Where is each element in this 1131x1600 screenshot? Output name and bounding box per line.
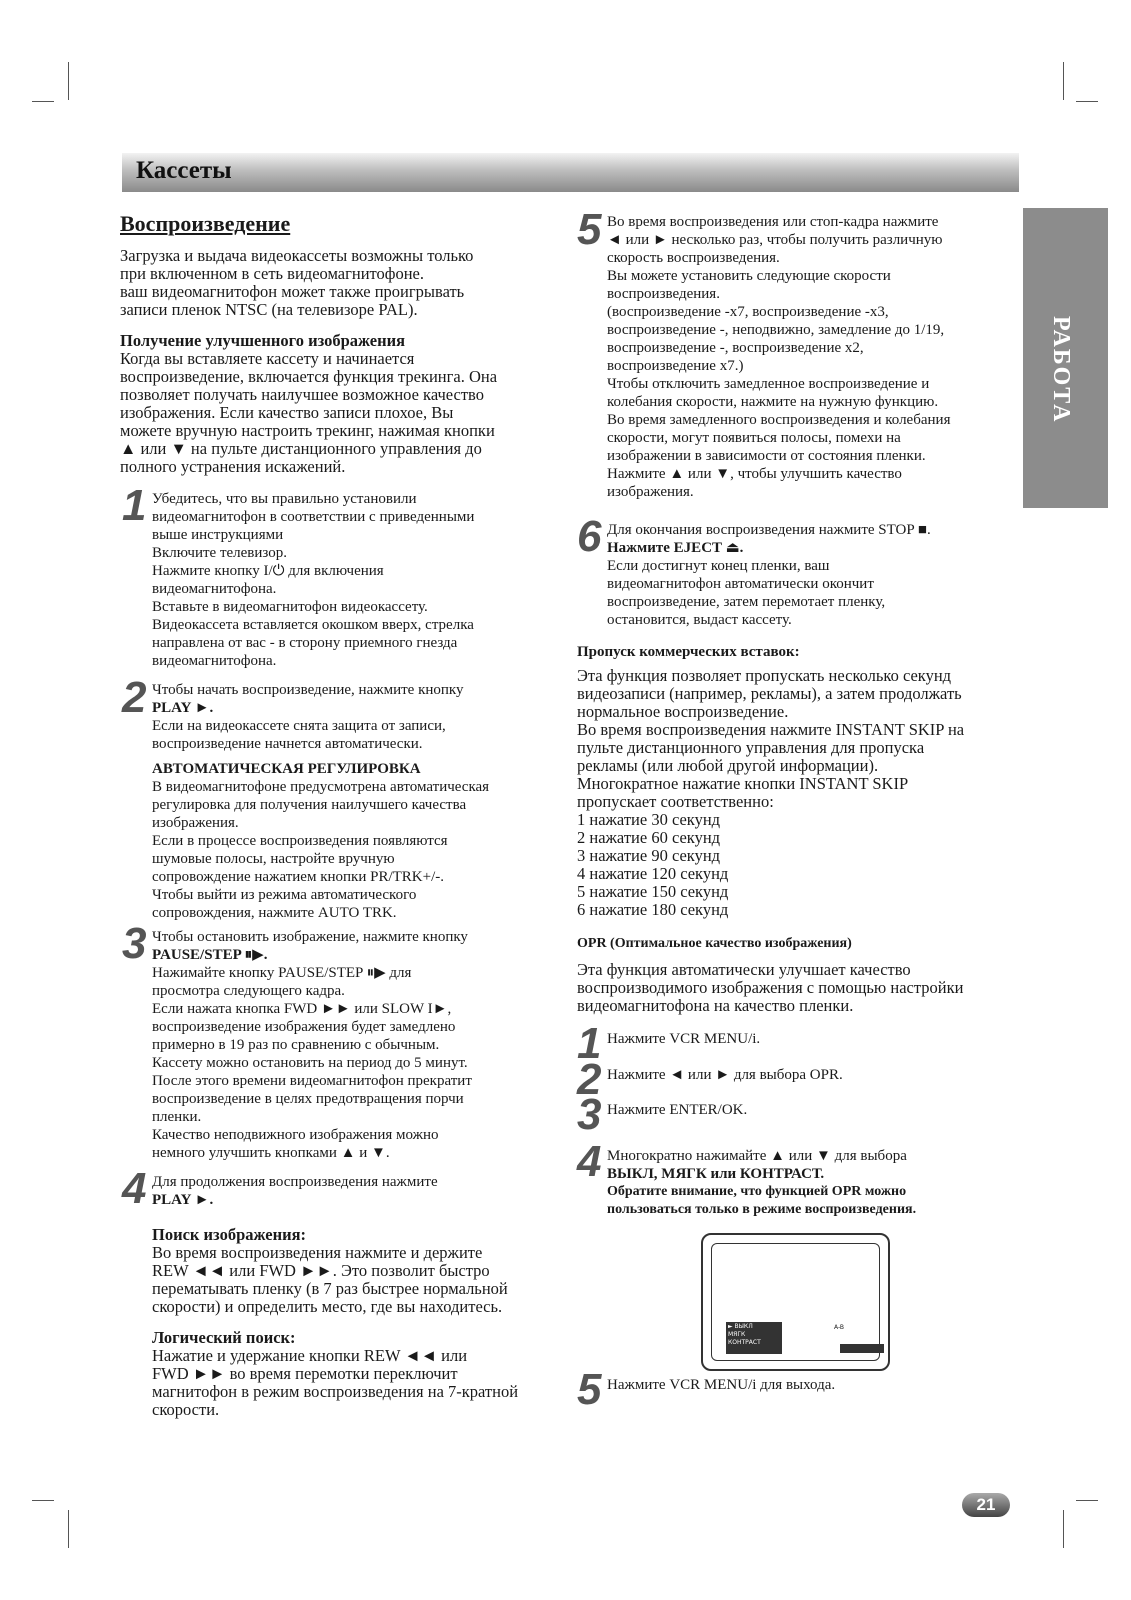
osd-opr-menu: ► ВЫКЛ МЯГК КОНТРАСТ xyxy=(726,1322,782,1354)
page-heading: Воспроизведение xyxy=(120,211,291,236)
step-number: 1 xyxy=(122,481,147,530)
logic-search-section xyxy=(152,1329,572,1419)
auto-tracking-section xyxy=(152,760,567,922)
commercial-skip-section xyxy=(577,643,1017,919)
opr-step-1: Нажмите VCR MENU/i. xyxy=(607,1031,761,1047)
opr-text: Эта функция автоматически улучшает качество воспроизводимого изображения с помощью настройки видеомагнитофона на качество пленки. xyxy=(577,960,964,1015)
auto-tracking-text: В видеомагнитофоне предусмотрена автоматическая регулировка для получения наилучшего качества изображения. Если в процессе воспроизведения появляются шумовые полосы, настройте вручную сопровождение нажатием кнопки PR/TRK+/-. Чтобы выйти из режима автоматического сопровождения, нажмите AUTO TRK. xyxy=(152,779,490,921)
picture-search-title: Поиск изображения: xyxy=(152,1225,307,1244)
opr-note: Обратите внимание, что функцией OPR можно пользоваться только в режиме воспроизведения. xyxy=(607,1184,917,1217)
crop-mark xyxy=(1063,62,1064,100)
section-title: Кассеты xyxy=(136,157,232,184)
crop-mark xyxy=(68,1510,69,1548)
step-6-text: Для окончания воспроизведения нажмите STOP ■. Нажмите EJECT ⏏. Если достигнут конец пленки, ваш видеомагнитофон автоматически окончит воспроизведение, затем перемотает пленку, остановится, выдаст кассету. xyxy=(607,522,931,628)
intro-paragraph: Загрузка и выдача видеокассеты возможны только при включенном в сеть видеомагнитофоне. ваш видеомагнитофон может также проигрывать записи пленок NTSC (на телевизоре PAL). xyxy=(120,246,474,319)
step-number: 2 xyxy=(122,673,147,722)
section-header-bar xyxy=(122,153,1019,192)
improve-text: Когда вы вставляете кассету и начинается воспроизведение, включается функция трекинга. Она позволяет получать наилучшее возможное качество изображения. Если качество записи плохое, Вы можете вручную настроить трекинг, нажимая кнопки ▲ или ▼ на пульте дистанционного управления до полного устранения искажений. xyxy=(120,349,498,476)
opr-title: OPR (Оптимальное качество изображения) xyxy=(577,936,852,951)
step-number: 5 xyxy=(577,205,602,254)
osd-status-bar xyxy=(840,1344,884,1353)
step-3-text: Чтобы остановить изображение, нажмите кнопку PAUSE/STEP ⏸▶. Нажимайте кнопку PAUSE/STEP ⏸▶ для просмотра следующего кадра. Если нажата кнопка FWD ►► или SLOW I►, воспроизведение изображения будет замедлено примерно в 19 раз по сравнению с обычным. Кассету можно остановить на период до 5 минут. После этого времени видеомагнитофон прекратит воспроизведение в целях предотвращения порчи пленки. Качество неподвижного изображения можно немного улучшить кнопками ▲ и ▼. xyxy=(152,929,472,1161)
opr-step-3: Нажмите ENTER/OK. xyxy=(607,1102,748,1118)
crop-mark xyxy=(68,62,69,100)
crop-mark xyxy=(32,101,54,102)
crop-mark xyxy=(1076,1500,1098,1501)
crop-mark xyxy=(32,1500,54,1501)
opr-step-5: Нажмите VCR MENU/i для выхода. xyxy=(607,1377,836,1393)
tv-osd-illustration xyxy=(701,1233,890,1371)
side-tab-label: РАБОТА xyxy=(1048,316,1074,424)
opr-step-4: Многократно нажимайте ▲ или ▼ для выбора ВЫКЛ, МЯГК или КОНТРАСТ. Обратите внимание, что функцией OPR можно пользоваться только в режиме воспроизведения. xyxy=(607,1147,1019,1219)
step-4-text: Для продолжения воспроизведения нажмите PLAY ►. xyxy=(152,1174,438,1208)
step-number: 3 xyxy=(122,919,147,968)
picture-search-section xyxy=(152,1226,572,1316)
auto-tracking-title: АВТОМАТИЧЕСКАЯ РЕГУЛИРОВКА xyxy=(152,761,421,777)
step-number: 4 xyxy=(577,1137,602,1186)
crop-mark xyxy=(1076,101,1098,102)
improve-title: Получение улучшенного изображения xyxy=(120,331,406,350)
logic-search-text: Нажатие и удержание кнопки REW ◄◄ или FWD ►► во время перемотки переключит магнитофон в режим воспроизведения на 7-кратной скорости. xyxy=(152,1346,519,1419)
step-number: 6 xyxy=(577,512,602,561)
picture-search-text: Во время воспроизведения нажмите и держите REW ◄◄ или FWD ►►. Это позволит быстро перематывать пленку (в 7 раз быстрее нормальной скорости) и определить место, где вы находитесь. xyxy=(152,1243,508,1316)
step-number: 2 xyxy=(577,1055,602,1104)
opr-step-2: Нажмите ◄ или ► для выбора OPR. xyxy=(607,1067,843,1083)
commercial-skip-text: Эта функция позволяет пропускать несколько секунд видеозаписи (например, рекламы), а затем продолжать нормальное воспроизведение. Во время воспроизведения нажмите INSTANT SKIP на пульте дистанционного управления для пропуска рекламы (или любой другой информации). Многократное нажатие кнопки INSTANT SKIP пропускает соответственно: 1 нажатие 30 секунд 2 нажатие 60 секунд 3 нажатие 90 секунд 4 нажатие 120 секунд 5 нажатие 150 секунд 6 нажатие 180 секунд xyxy=(577,666,965,919)
step-2-text: Чтобы начать воспроизведение, нажмите кнопку PLAY ►. Если на видеокассете снята защита от записи, воспроизведение начнется автоматически. xyxy=(152,682,464,752)
opr-section xyxy=(577,935,1017,1015)
step-1-text: Убедитесь, что вы правильно установили видеомагнитофон в соответствии с приведенными выше инструкциями Включите телевизор. Нажмите кнопку I/⏻ для включения видеомагнитофона. Вставьте в видеомагнитофон видеокассету. Видеокассета вставляется окошком вверх, стрелка направлена от вас - в сторону приемного гнезда видеомагнитофона. xyxy=(152,491,475,669)
step-number: 5 xyxy=(577,1365,602,1414)
side-tab xyxy=(1023,208,1108,508)
logic-search-title: Логический поиск: xyxy=(152,1328,296,1347)
page-number: 21 xyxy=(962,1493,1010,1517)
step-number: 1 xyxy=(577,1019,602,1068)
step-5-text: Во время воспроизведения или стоп-кадра нажмите ◄ или ► несколько раз, чтобы получить различную скорость воспроизведения. Вы можете установить следующие скорости воспроизведения. (воспроизведение -x7, воспроизведение -x3, воспроизведение -, неподвижно, замедление до 1/19, воспроизведение -, воспроизведение x2, воспроизведение x7.) Чтобы отключить замедленное воспроизведение и колебания скорости, нажмите на нужную функцию. Во время замедленного воспроизведения и колебания скорости, могут появиться полосы, помехи на изображении в зависимости от состояния пленки. Нажмите ▲ или ▼, чтобы улучшить качество изображения. xyxy=(607,214,951,500)
step-number: 4 xyxy=(122,1164,147,1213)
commercial-skip-title: Пропуск коммерческих вставок: xyxy=(577,644,800,660)
improve-section xyxy=(120,332,565,476)
step-number: 3 xyxy=(577,1090,602,1139)
osd-ab-label: A-B xyxy=(834,1324,845,1331)
crop-mark xyxy=(1063,1510,1064,1548)
osd-icons xyxy=(784,1324,884,1332)
